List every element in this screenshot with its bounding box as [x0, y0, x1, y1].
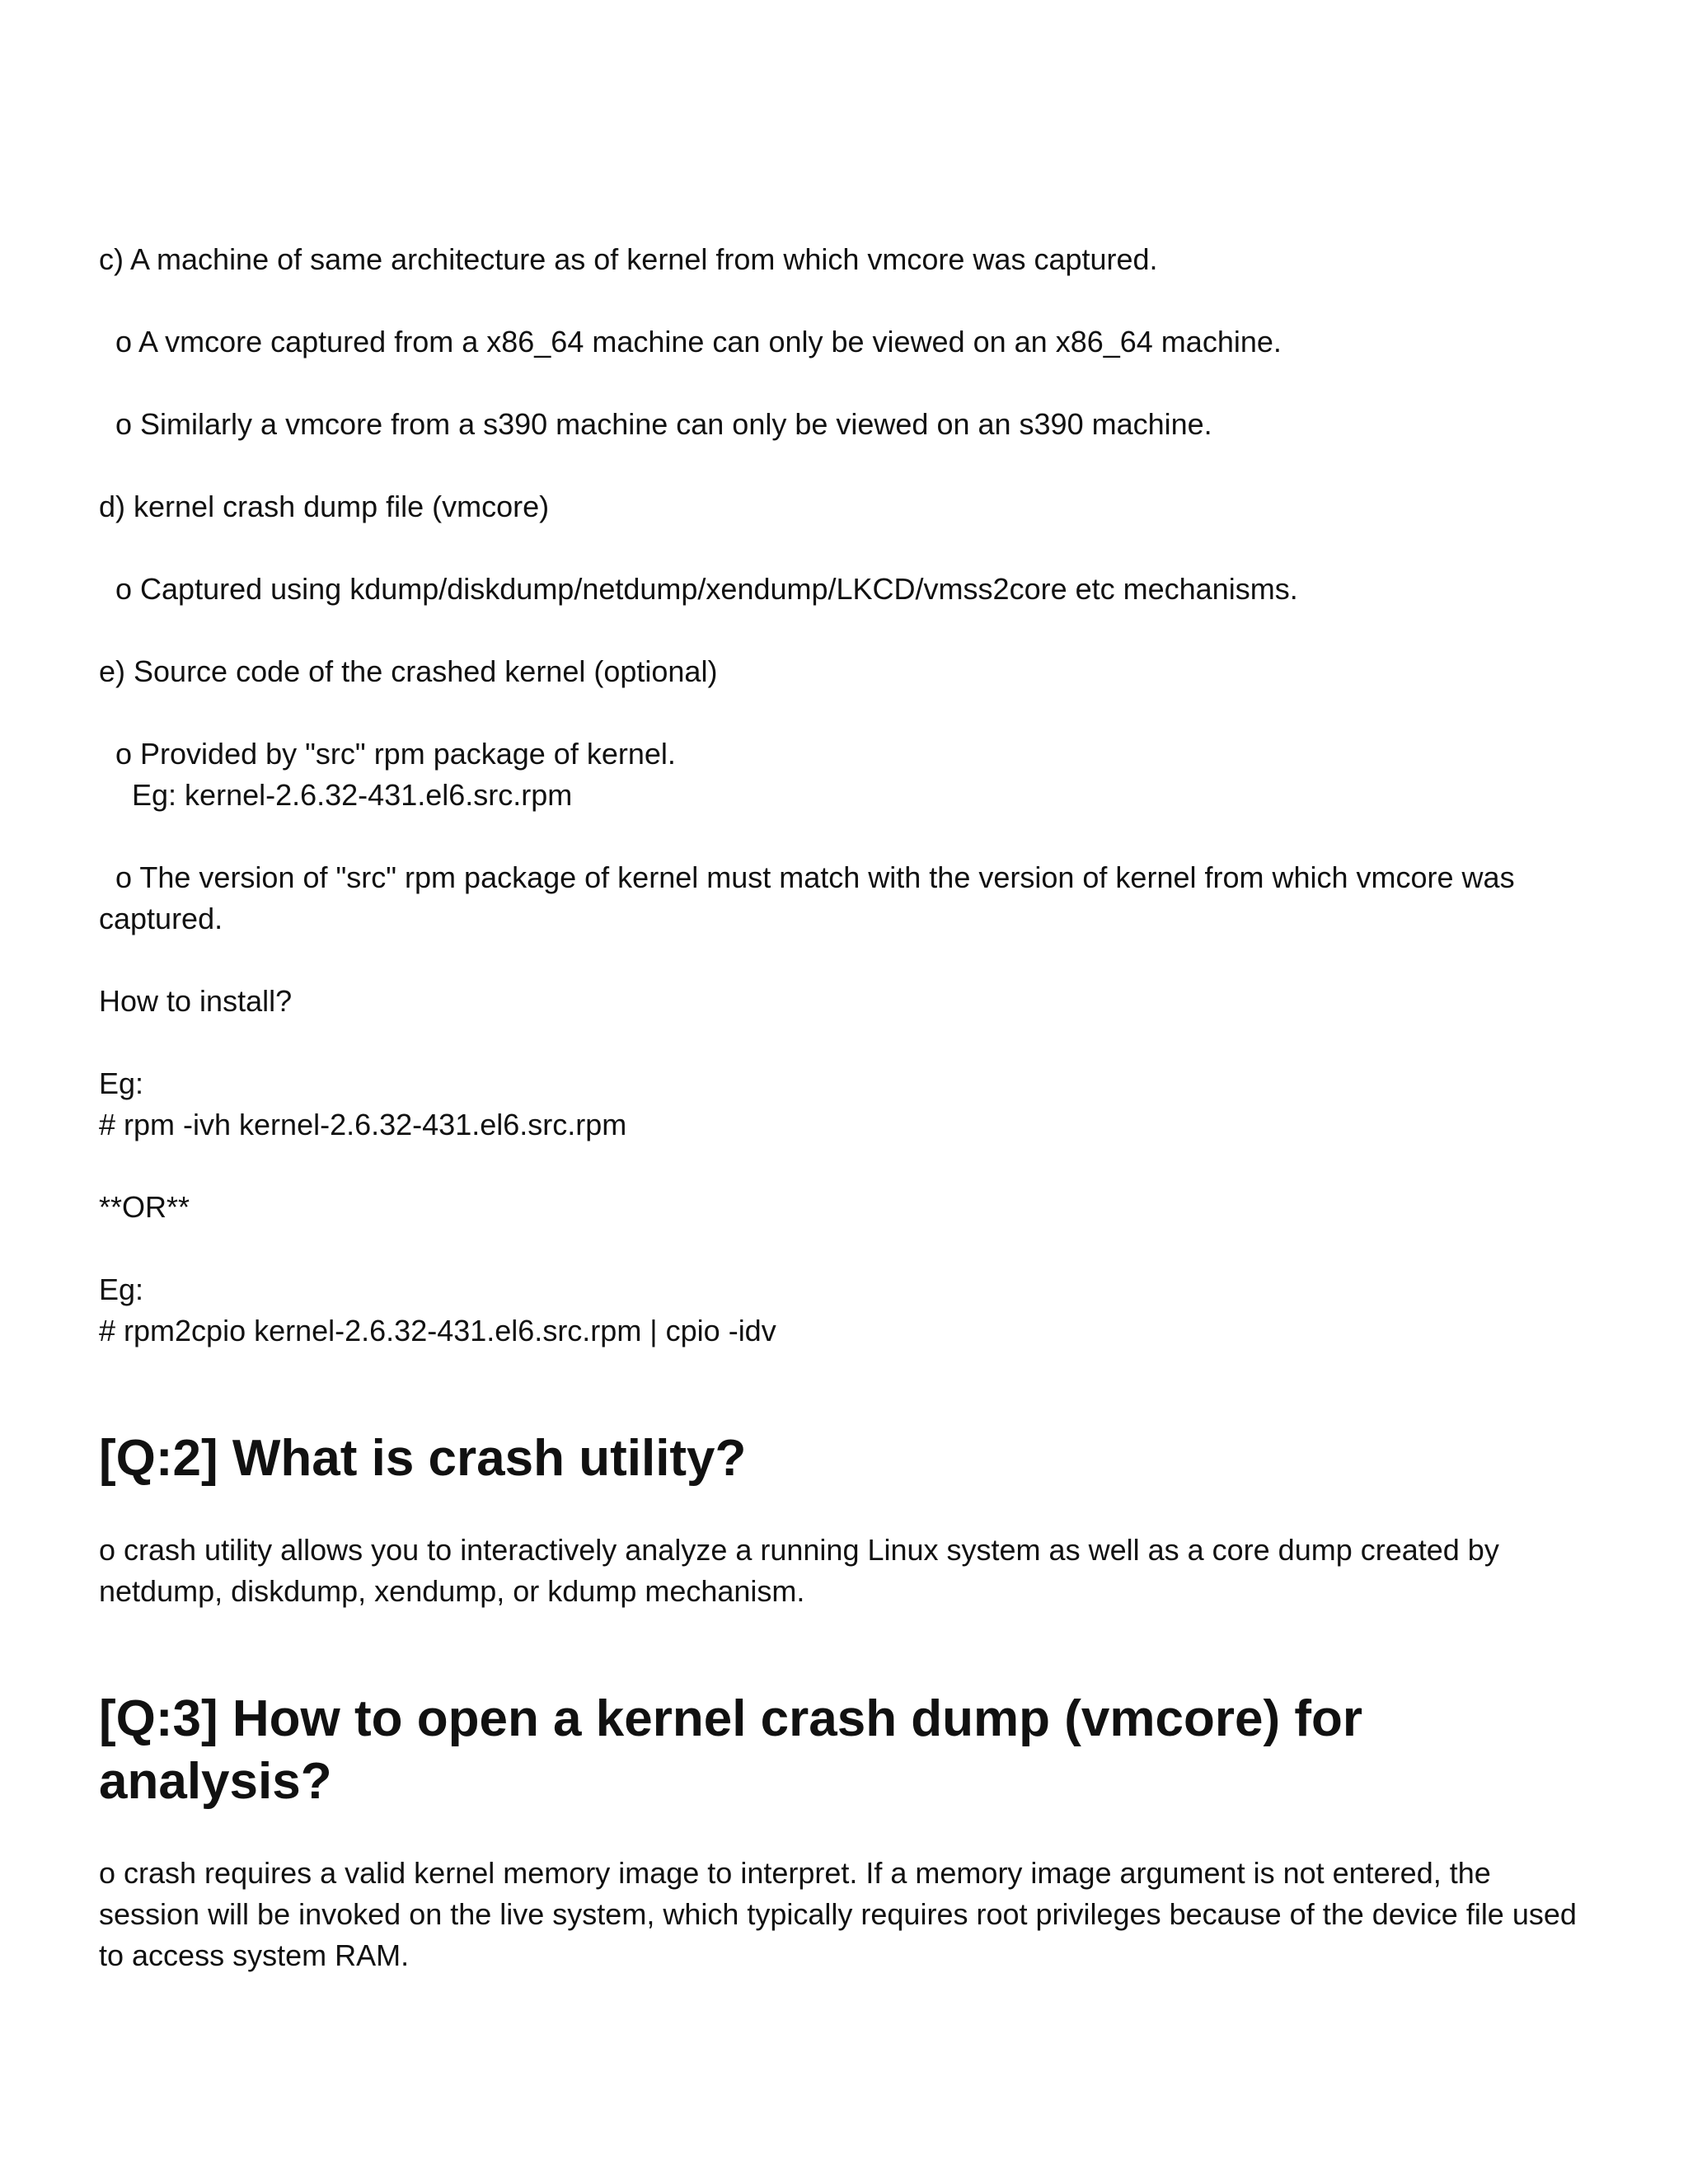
requirement-e-title: e) Source code of the crashed kernel (optional) [99, 654, 718, 688]
requirement-c-bullet-1: o A vmcore captured from a x86_64 machine can only be viewed on an x86_64 machine. [99, 325, 1282, 359]
requirement-e-bullet-1-line-1: o Provided by "src" rpm package of kernel. [99, 737, 676, 771]
example-1-label: Eg: [99, 1066, 144, 1100]
q2-heading: [Q:2] What is crash utility? [99, 1430, 747, 1487]
example-2-command: # rpm2cpio kernel-2.6.32-431.el6.src.rpm | cpio -idv [99, 1314, 776, 1347]
requirement-c-title: c) A machine of same architecture as of kernel from which vmcore was captured. [99, 242, 1158, 276]
q2-body: o crash utility allows you to interactively analyze a running Linux system as well as a core dump created by netdump, diskdump, xendump, or kdump mechanism. [99, 1533, 1507, 1608]
example-1-command: # rpm -ivh kernel-2.6.32-431.el6.src.rpm [99, 1108, 627, 1141]
requirement-c-bullet-2: o Similarly a vmcore from a s390 machine can only be viewed on an s390 machine. [99, 407, 1212, 441]
requirement-e-bullet-2: o The version of "src" rpm package of kernel must match with the version of kernel from which vmcore was captured. [99, 860, 1523, 935]
requirement-d-bullet-1: o Captured using kdump/diskdump/netdump/xendump/LKCD/vmss2core etc mechanisms. [99, 572, 1298, 606]
install-question: How to install? [99, 984, 293, 1018]
q3-body: o crash requires a valid kernel memory image to interpret. If a memory image argument is not entered, the session will be invoked on the live system, which typically requires root privileges because of the device file used to access system RAM. [99, 1856, 1585, 1972]
q3-heading: [Q:3] How to open a kernel crash dump (vmcore) for analysis? [99, 1690, 1363, 1810]
example-2-label: Eg: [99, 1272, 144, 1306]
document-page [99, 239, 1591, 1976]
or-separator: **OR** [99, 1190, 190, 1224]
requirement-e-bullet-1-line-2: Eg: kernel-2.6.32-431.el6.src.rpm [99, 778, 573, 812]
requirement-d-title: d) kernel crash dump file (vmcore) [99, 490, 550, 523]
